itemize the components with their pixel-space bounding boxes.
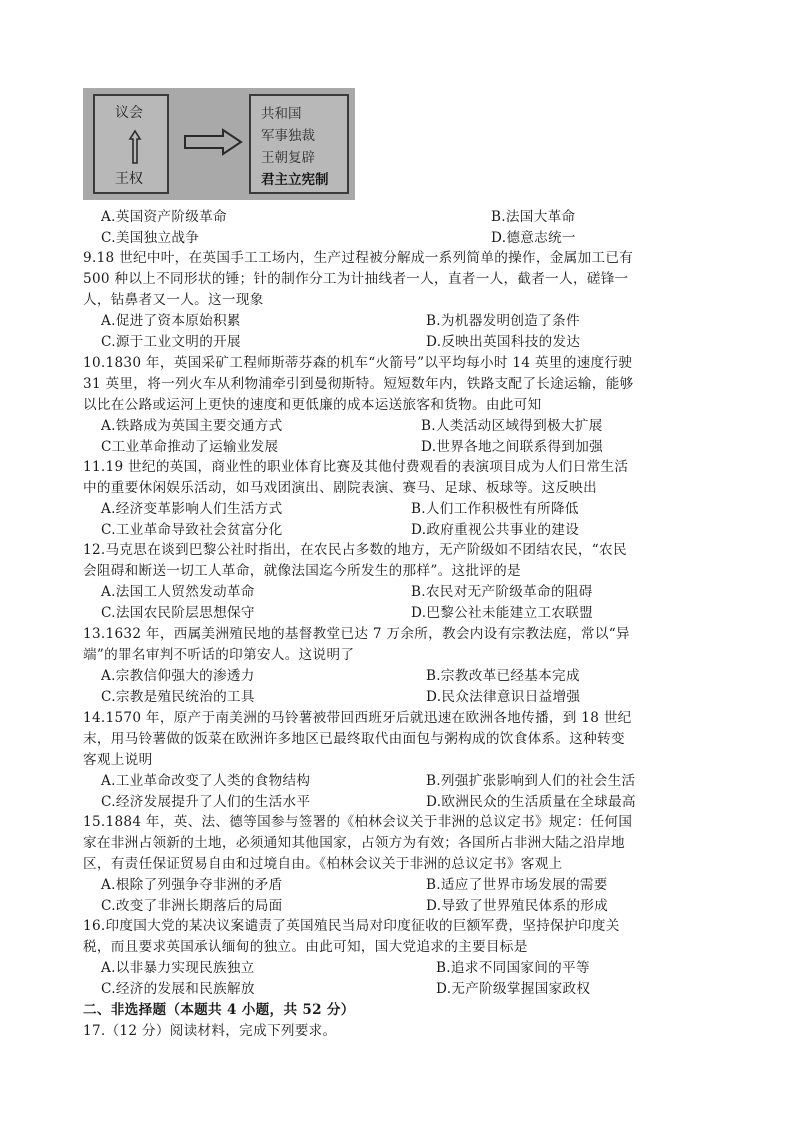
q10-option-d: D.世界各地之间联系得到加强	[421, 439, 604, 455]
q10-stem-line1: 10.1830 年，英国采矿工程师斯蒂芬森的机车“火箭号”以平均每小时 14 英里的速度行驶	[83, 355, 633, 371]
q12-option-c: C.法国农民阶层思想保守	[101, 605, 255, 621]
q11-option-b: B.人们工作积极性有所降低	[411, 501, 579, 517]
q15-option-a: A.根除了列强争夺非洲的矛盾	[101, 877, 283, 893]
section-heading: 二、非选择题（本题共 4 小题，共 52 分）	[83, 1002, 355, 1018]
parliament-label: 议会	[115, 105, 143, 121]
double-arrow-icon	[128, 129, 142, 165]
q15-option-d: D.导致了世界殖民体系的形成	[426, 898, 609, 914]
q13-option-a: A.宗教信仰强大的渗透力	[101, 668, 255, 684]
constitutional-monarchy-label: 君主立宪制	[261, 172, 329, 188]
q10-option-c: C工业革命推动了运输业发展	[101, 439, 279, 455]
q16-option-d: D.无产阶级掌握国家政权	[436, 981, 591, 997]
q13-option-c: C.宗教是殖民统治的工具	[101, 689, 255, 705]
q15-option-b: B.适应了世界市场发展的需要	[426, 877, 608, 893]
restoration-label: 王朝复辟	[261, 150, 315, 166]
q11-stem-line2: 中的重要休闲娱乐活动，如马戏团演出、剧院表演、赛马、足球、板球等。这反映出	[83, 480, 598, 496]
q14-stem-line3: 客观上说明	[83, 752, 153, 768]
diagram-photo	[83, 88, 355, 200]
q8-option-c: C.美国独立战争	[101, 230, 200, 246]
royal-power-label: 王权	[115, 171, 143, 187]
q11-stem-line1: 11.19 世纪的英国，商业性的职业体育比赛及其他付费观看的表演项目成为人们日常生活	[83, 459, 629, 475]
q12-option-a: A.法国工人贸然发动革命	[101, 584, 255, 600]
q14-option-c: C.经济发展提升了人们的生活水平	[101, 794, 311, 810]
q9-option-d: D.反映出英国科技的发达	[426, 334, 581, 350]
q16-stem-line2: 税，而且要求英国承认缅甸的独立。由此可知，国大党追求的主要目标是	[83, 939, 528, 955]
right-arrow-icon	[183, 128, 243, 156]
q9-stem-line2: 500 种以上不同形状的锤；针的制作分工为计抽线者一人，直者一人，截者一人，磋锋一	[83, 271, 629, 287]
q16-option-a: A.以非暴力实现民族独立	[101, 960, 255, 976]
q11-option-c: C.工业革命导致社会贫富分化	[101, 522, 283, 538]
q13-option-d: D.民众法律意识日益增强	[426, 689, 581, 705]
republic-label: 共和国	[261, 106, 302, 122]
q16-stem-line1: 16.印度国大党的某决议案谴责了英国殖民当局对印度征收的巨额军费，坚持保护印度关	[83, 918, 620, 934]
q10-stem-line2: 31 英里，将一列火车从利物浦牵引到曼彻斯特。短短数年内，铁路支配了长途运输，能够	[83, 376, 634, 392]
q14-option-a: A.工业革命改变了人类的食物结构	[101, 773, 311, 789]
q12-option-b: B.农民对无产阶级革命的阻碍	[411, 584, 593, 600]
q10-option-b: B.人类活动区域得到极大扩展	[421, 418, 603, 434]
q11-option-a: A.经济变革影响人们生活方式	[101, 501, 283, 517]
military-dictatorship-label: 军事独裁	[261, 128, 315, 144]
right-box	[249, 94, 349, 194]
q15-option-c: C.改变了非洲长期落后的局面	[101, 898, 283, 914]
q13-option-b: B.宗教改革已经基本完成	[426, 668, 580, 684]
q12-option-d: D.巴黎公社未能建立工农联盟	[411, 605, 594, 621]
q12-stem-line2: 会阻碍和断送一切工人革命，就像法国迄今所发生的那样”。这批评的是	[83, 563, 521, 579]
q15-stem-line3: 区，有责任保证贸易自由和过境自由。《柏林会议关于非洲的总议定书》客观上	[83, 856, 563, 872]
q8-option-d: D.德意志统一	[491, 230, 576, 246]
q14-stem-line2: 末，用马铃薯做的饭菜在欧洲许多地区已最终取代由面包与粥构成的饮食体系。这种转变	[83, 731, 625, 747]
q13-stem-line2: 端”的罪名审判不听话的印第安人。这说明了	[83, 647, 355, 663]
q8-option-a: A.英国资产阶级革命	[101, 209, 227, 225]
q14-option-d: D.欧洲民众的生活质量在全球最高	[426, 794, 636, 810]
q11-option-d: D.政府重视公共事业的建设	[411, 522, 580, 538]
q9-option-a: A.促进了资本原始积累	[101, 313, 241, 329]
q12-stem-line1: 12.马克思在谈到巴黎公社时指出，在农民占多数的地方，无产阶级如不团结农民，“农民	[83, 542, 627, 558]
q9-option-c: C.源于工业文明的开展	[101, 334, 241, 350]
q16-option-b: B.追求不同国家间的平等	[436, 960, 590, 976]
q8-option-b: B.法国大革命	[491, 209, 576, 225]
q14-option-b: B.列强扩张影响到人们的社会生活	[426, 773, 636, 789]
q16-option-c: C.经济的发展和民族解放	[101, 981, 255, 997]
q9-stem-line1: 9.18 世纪中叶，在英国手工工场内，生产过程被分解成一系列简单的操作，金属加工已有	[83, 250, 634, 266]
q9-stem-line3: 人，钻鼻者又一人。这一现象	[83, 292, 264, 308]
q13-stem-line1: 13.1632 年，西属美洲殖民地的基督教堂已达 7 万余所，教会内设有宗教法庭，常以“异	[83, 626, 630, 642]
q17-stem: 17.（12 分）阅读材料，完成下列要求。	[83, 1023, 337, 1039]
q14-stem-line1: 14.1570 年，原产于南美洲的马铃薯被带回西班牙后就迅速在欧洲各地传播，到 18 世纪	[83, 710, 632, 726]
q10-option-a: A.铁路成为英国主要交通方式	[101, 418, 283, 434]
q10-stem-line3: 以比在公路或运河上更快的速度和更低廉的成本运送旅客和货物。由此可知	[83, 397, 542, 413]
left-box	[93, 94, 169, 194]
q9-option-b: B.为机器发明创造了条件	[426, 313, 580, 329]
q15-stem-line1: 15.1884 年，英、法、德等国参与签署的《柏林会议关于非洲的总议定书》规定：任何国	[83, 814, 633, 830]
q15-stem-line2: 家在非洲占领新的土地，必须通知其他国家，占领方为有效；各国所占非洲大陆之沿岸地	[83, 835, 625, 851]
